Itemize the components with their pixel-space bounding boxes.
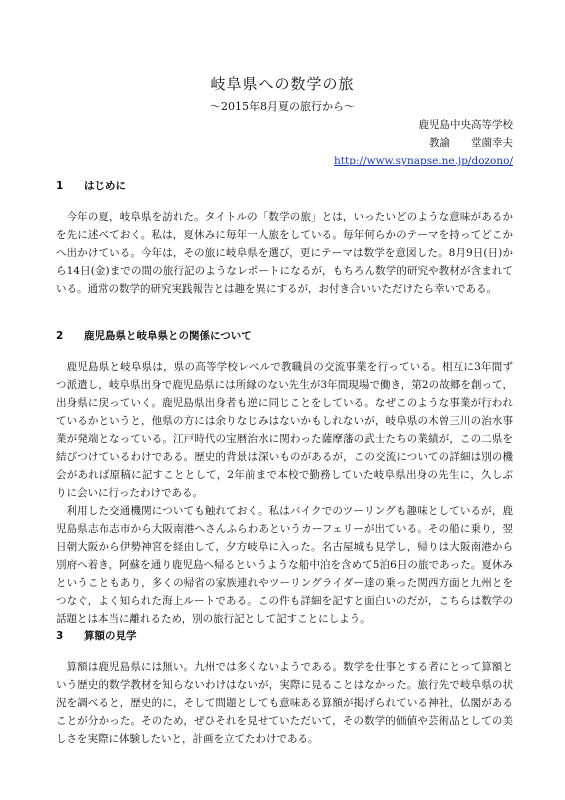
section-number: 2 bbox=[56, 330, 64, 342]
author-school: 鹿児島中央高等学校 bbox=[418, 119, 513, 131]
section-number: 1 bbox=[56, 180, 64, 192]
section-title: 鹿児島県と岐阜県との関係について bbox=[84, 330, 252, 342]
section-3-heading bbox=[56, 628, 137, 643]
author-name: 教諭 堂薗幸夫 bbox=[429, 137, 513, 149]
section-1-body bbox=[56, 208, 513, 298]
document-subtitle: ～2015年8月夏の旅行から～ bbox=[210, 100, 355, 113]
author-url-link[interactable]: http://www.synapse.ne.jp/dozono/ bbox=[334, 155, 513, 167]
section-2-heading bbox=[56, 328, 252, 343]
section-3-body bbox=[56, 658, 513, 748]
section-2-body bbox=[56, 358, 513, 628]
document-title: 岐阜県への数学の旅 bbox=[210, 75, 355, 93]
paragraph: 鹿児島県と岐阜県は，県の高等学校レベルで教職員の交流事業を行っている。相互に3年間ずつ派遣し，岐阜県出身で鹿児島県には所縁のない先生が3年間現場で働き，第2の故郷を創って，出身県に戻っていく。鹿児島県出身者も逆に同じことをしている。なぜこのような事業が行われているかというと，他県の方には余りなじみはないかもしれないが，岐阜県の木曽三川の治水事業が発端となっている。江戸時代の宝暦治水に関わった薩摩藩の武士たちの業績が，この二県を結びつけているわけである。歴史的背景は深いものがあるが，この交流についての詳細は別の機会があれば原稿に記すこととして，2年前まで本校で勤務していた岐阜県出身の先生に，久しぶりに会いに行ったわけである。 bbox=[56, 361, 513, 499]
section-title: はじめに bbox=[84, 180, 126, 192]
section-1-heading bbox=[56, 178, 126, 193]
paragraph: 今年の夏，岐阜県を訪れた。タイトルの「数学の旅」とは，いったいどのような意味があるかを先に述べておく。私は，夏休みに毎年一人旅をしている。毎年何らかのテーマを持ってどこかへ出かけている。今年は，その旅に岐阜県を選び，更にテーマは数学を意図した。8月9日(日)から14日(金)までの間の旅行記のようなレポートになるが，もちろん数学的研究や教材が含まれている。通常の数学的研究実践報告とは趣を異にするが，お付き合いいただけたら幸いである。 bbox=[56, 211, 513, 295]
paragraph: 利用した交通機関についても触れておく。私はバイクでのツーリングも趣味としているが，鹿児島県志布志市から大阪南港へさんふらわあというカーフェリーが出ている。その船に乗り，翌日朝大阪から伊勢神宮を経由して，夕方岐阜に入った。名古屋城も見学し，帰りは大阪南港から別府へ着き，阿蘇を通り鹿児島へ帰るというような船中泊を含めて5泊6日の旅であった。夏休みということもあり，多くの帰省の家族連れやツーリングライダー達の乗った関西方面と九州とをつなぐ，よく知られた海上ルートである。この件も詳細を記すと面白いのだが，こちらは数学の話題とは本当に離れるため，別の旅行記として記すことにしよう。 bbox=[56, 505, 513, 625]
section-title: 算額の見学 bbox=[84, 630, 137, 642]
author-block bbox=[334, 116, 513, 170]
section-number: 3 bbox=[56, 630, 64, 642]
paragraph: 算額は鹿児島県には無い。九州では多くないようである。数学を仕事とする者にとって算額という歴史的数学教材を知らないわけはないが，実際に見ることはなかった。旅行先で岐阜県の状況を調べると，歴史的に，そして問題としても意味ある算額が掲げられている神社，仏閣があることが分かった。そのため，ぜひそれを見せていただいて，その数学的価値や芸術品としての美しさを実際に体験したいと，計画を立てたわけである。 bbox=[56, 661, 513, 745]
